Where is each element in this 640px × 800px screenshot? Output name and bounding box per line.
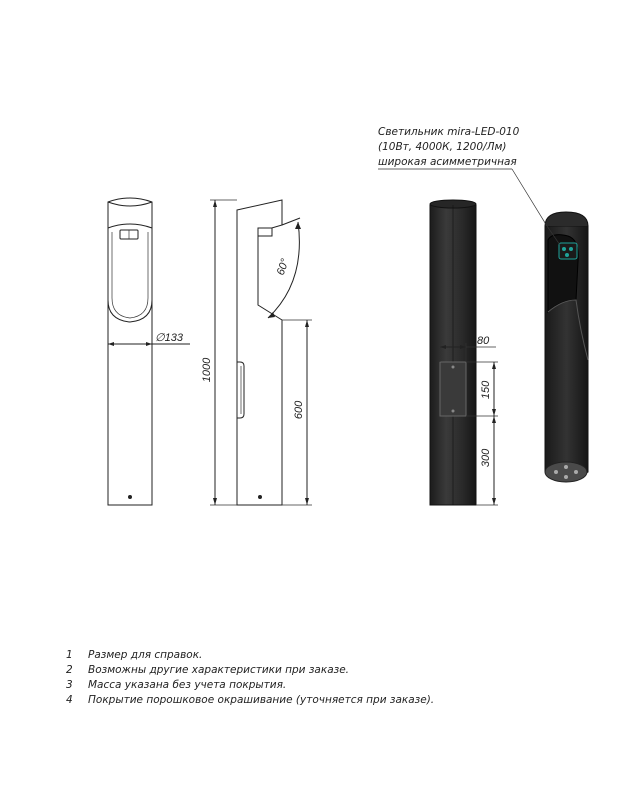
front-view: [108, 198, 190, 505]
front-view-head-edge: [108, 224, 152, 228]
height-150-arrow-top: [492, 362, 496, 369]
render3d-led-1: [562, 247, 566, 251]
height-300-arrow-top: [492, 416, 496, 423]
height-300-label: 300: [480, 448, 492, 468]
callout-line-2: (10Вт, 4000К, 1200/Лм): [378, 141, 507, 153]
height-300-arrow-bottom: [492, 498, 496, 505]
side-view-light-module: [258, 228, 272, 236]
front-view-top-edge: [108, 202, 152, 206]
diameter-arrow-right: [146, 342, 152, 346]
render3d-led-2: [569, 247, 573, 251]
height-150-arrow-bottom: [492, 409, 496, 416]
note-number: 4: [66, 694, 73, 706]
note-number: 2: [66, 664, 73, 676]
front-view-cutout-inner: [112, 232, 148, 318]
render-hatch-screw-bottom: [452, 410, 455, 413]
angle-arrow-top: [295, 222, 301, 229]
side-view-pole-outline: [237, 200, 282, 505]
height-150-label: 150: [480, 380, 492, 400]
note-item: [66, 648, 586, 663]
front-view-cutout: [108, 228, 152, 322]
note-item: [66, 678, 586, 693]
height-600-arrow-bottom: [305, 498, 309, 505]
callout-line-1: Светильник mira-LED-010: [378, 126, 520, 138]
note-item: [66, 693, 586, 708]
height-600-arrow-top: [305, 320, 309, 327]
note-number: 1: [66, 649, 73, 661]
render3d-base-bolt-2: [574, 470, 578, 474]
front-view-base-bolt: [128, 495, 132, 499]
front-view-pole-outline: [108, 198, 152, 505]
render3d-led-3: [565, 253, 569, 257]
render-hatch-screw-top: [452, 366, 455, 369]
side-view-access-hatch: [237, 362, 244, 418]
note-text: Покрытие порошковое окрашивание (уточняется при заказе).: [88, 694, 435, 706]
render-access-hatch: [440, 362, 466, 416]
side-view-base-bolt: [258, 495, 262, 499]
render3d-base-bolt-4: [564, 475, 568, 479]
height-1000-label: 1000: [201, 357, 213, 383]
note-item: [66, 663, 586, 678]
render3d-top-cap: [545, 212, 588, 226]
note-text: Возможны другие характеристики при заказе.: [88, 664, 350, 676]
diameter-label: [155, 332, 184, 344]
angle-label: 60°: [274, 257, 292, 277]
diameter-symbol: ∅: [155, 332, 165, 344]
render3d-base-bolt-1: [554, 470, 558, 474]
perspective-render: [378, 126, 588, 482]
note-number: 3: [66, 679, 73, 691]
height-1000-arrow-bottom: [213, 498, 217, 505]
width-80-label: 80: [477, 335, 490, 347]
front-render: [430, 200, 498, 505]
height-600-label: 600: [293, 400, 305, 420]
notes-list: [66, 648, 586, 708]
render3d-base-bolt-3: [564, 465, 568, 469]
note-text: Размер для справок.: [88, 649, 203, 661]
height-1000-arrow-top: [213, 200, 217, 207]
note-text: Масса указана без учета покрытия.: [88, 679, 287, 691]
callout-line-3: широкая асимметричная: [378, 156, 517, 168]
diameter-arrow-left: [108, 342, 114, 346]
diameter-value: 133: [164, 332, 183, 344]
side-view: [201, 200, 312, 505]
